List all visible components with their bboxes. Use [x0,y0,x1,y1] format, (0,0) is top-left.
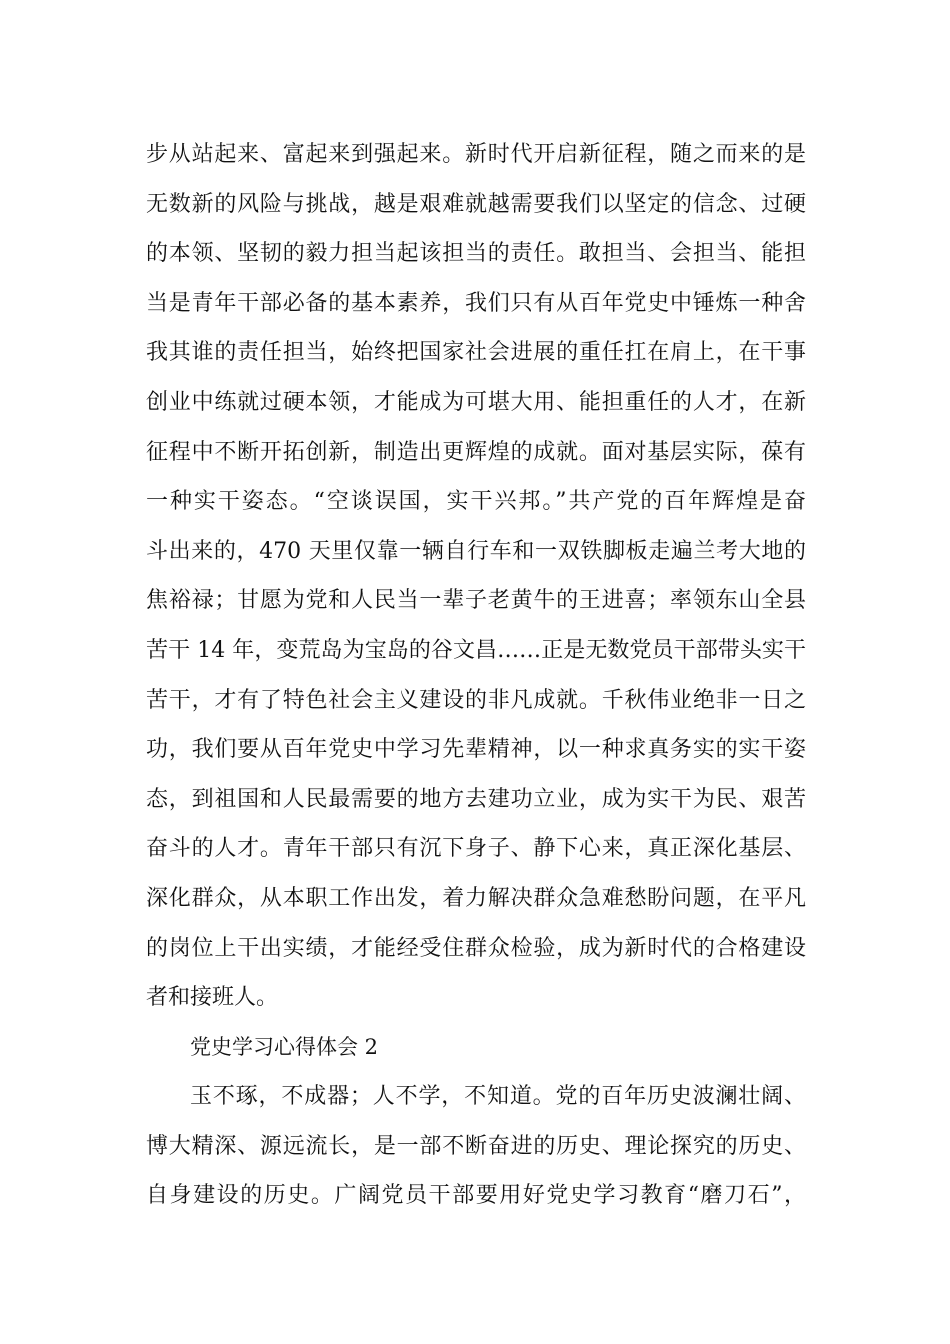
text-line: 斗出来的，470 天里仅靠一辆自行车和一双铁脚板走遍兰考大地的 [146,538,806,564]
text-line: 奋斗的人才。青年干部只有沉下身子、静下心来，真正深化基层、 [146,836,806,862]
text-line: 创业中练就过硬本领，才能成为可堪大用、能担重任的人才，在新 [146,389,806,415]
text-line: 无数新的风险与挑战，越是艰难就越需要我们以坚定的信念、过硬 [146,191,806,217]
text-line: 的本领、坚韧的毅力担当起该担当的责任。敢担当、会担当、能担 [146,241,806,267]
text-line: 征程中不断开拓创新，制造出更辉煌的成就。面对基层实际，葆有 [146,439,806,465]
text-line: 功，我们要从百年党史中学习先辈精神，以一种求真务实的实干姿 [146,737,806,763]
text-line: 当是青年干部必备的基本素养，我们只有从百年党史中锤炼一种舍 [146,290,806,316]
text-line: 我其谁的责任担当，始终把国家社会进展的重任扛在肩上，在干事 [146,340,806,366]
text-line: 一种实干姿态。“空谈误国，实干兴邦。”共产党的百年辉煌是奋 [146,489,806,515]
text-line: 者和接班人。 [146,985,279,1011]
text-line: 态，到祖国和人民最需要的地方去建功立业，成为实干为民、艰苦 [146,786,806,812]
text-line: 自身建设的历史。广阔党员干部要用好党史学习教育“磨刀石”， [146,1183,806,1209]
text-line: 苦干，才有了特色社会主义建设的非凡成就。千秋伟业绝非一日之 [146,687,806,713]
text-line: 苦干 14 年，变荒岛为宝岛的谷文昌……正是无数党员干部带头实干 [146,637,806,663]
text-line: 博大精深、源远流长，是一部不断奋进的历史、理论探究的历史、 [146,1133,806,1159]
text-line: 玉不琢，不成器；人不学，不知道。党的百年历史波澜壮阔、 [190,1084,806,1110]
document-body [146,130,806,1221]
text-line: 步从站起来、富起来到强起来。新时代开启新征程，随之而来的是 [146,142,806,167]
text-line: 深化群众，从本职工作出发，着力解决群众急难愁盼问题，在平凡 [146,885,806,911]
text-line: 的岗位上干出实绩，才能经受住群众检验，成为新时代的合格建设 [146,935,806,961]
section-heading: 党史学习心得体会 2 [190,1034,379,1059]
text-line: 焦裕禄；甘愿为党和人民当一辈子老黄牛的王进喜；率领东山全县 [146,588,806,614]
